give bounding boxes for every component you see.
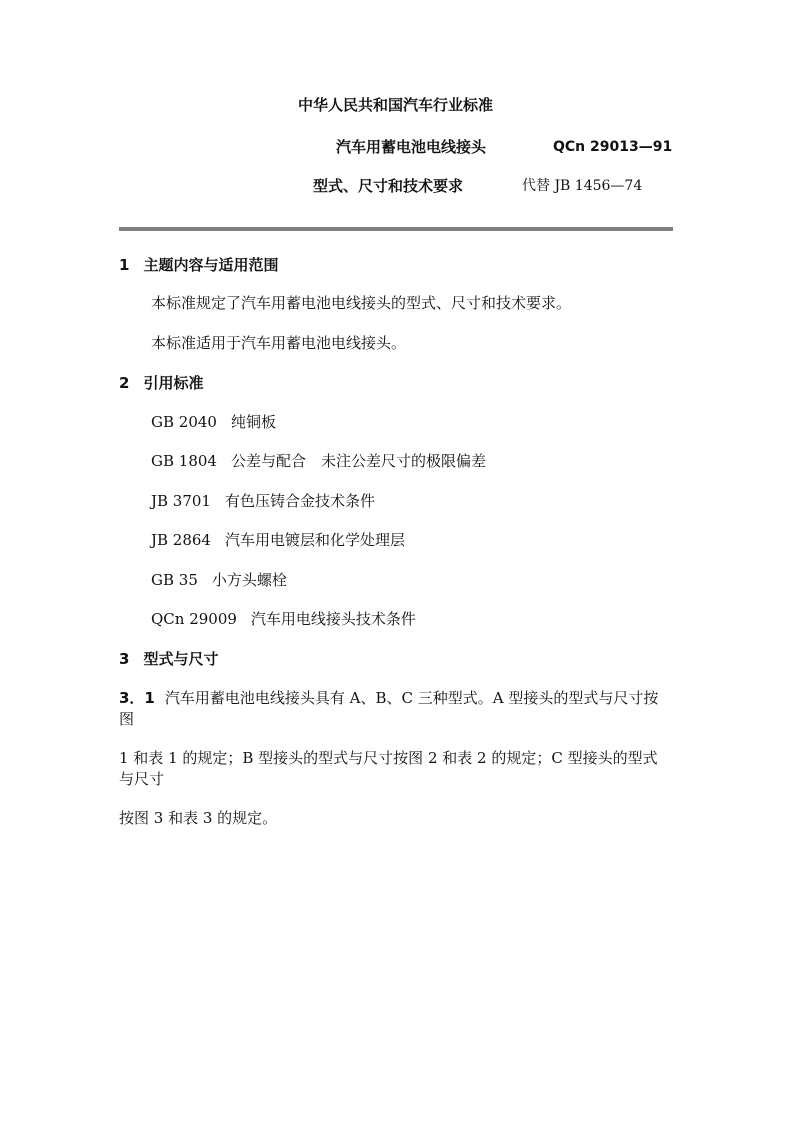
clause-3-1-line: 图: [119, 710, 135, 728]
paragraph: 本标准适用于汽车用蓄电池电线接头。: [151, 334, 407, 352]
reference-code: JB 3701: [151, 492, 211, 510]
section-title: 型式与尺寸: [143, 650, 219, 668]
reference-item: [151, 609, 416, 629]
clause-text: 汽车用蓄电池电线接头具有 A、B、C 三种型式。A 型接头的型式与尺寸按: [164, 689, 659, 707]
clause-number: 3．1: [119, 689, 155, 707]
standard-code: QCn 29013—91: [553, 139, 673, 155]
reference-title: 小方头螺栓: [211, 571, 287, 589]
replaces-note: 代替 JB 1456—74: [522, 178, 643, 194]
standard-category-title: 中华人民共和国汽车行业标准: [298, 96, 494, 114]
reference-code: JB 2864: [151, 531, 211, 549]
reference-title: 汽车用电镀层和化学处理层: [224, 531, 405, 549]
clause-3-1-line: 1 和表 1 的规定；B 型接头的型式与尺寸按图 2 和表 2 的规定；C 型接头的型式: [119, 749, 658, 767]
reference-item: [151, 570, 287, 590]
standard-subtitle: 型式、尺寸和技术要求: [313, 177, 464, 195]
reference-code: GB 1804: [151, 452, 217, 470]
reference-title: 公差与配合 未注公差尺寸的极限偏差: [230, 452, 486, 470]
paragraph: 本标准规定了汽车用蓄电池电线接头的型式、尺寸和技术要求。: [151, 294, 572, 312]
section-number: 3: [119, 650, 130, 668]
clause-3-1-line: 按图 3 和表 3 的规定。: [119, 809, 278, 827]
section-heading-1: [119, 255, 278, 275]
standard-title: 汽车用蓄电池电线接头: [336, 138, 487, 156]
section-heading-2: [119, 373, 203, 393]
reference-item: [151, 491, 375, 511]
clause-3-1-line: [119, 688, 658, 708]
section-number: 2: [119, 374, 130, 392]
reference-title: 汽车用电线接头技术条件: [250, 610, 416, 628]
section-title: 主题内容与适用范围: [143, 256, 279, 274]
section-heading-3: [119, 649, 218, 669]
section-number: 1: [119, 256, 130, 274]
reference-title: 纯铜板: [230, 413, 276, 431]
reference-code: GB 2040: [151, 413, 217, 431]
reference-item: [151, 530, 405, 550]
clause-3-1-line: 与尺寸: [119, 770, 165, 788]
reference-code: QCn 29009: [151, 610, 237, 628]
section-title: 引用标准: [143, 374, 204, 392]
reference-item: [151, 451, 486, 471]
reference-code: GB 35: [151, 571, 198, 589]
reference-item: [151, 412, 276, 432]
header-divider: [119, 227, 673, 231]
reference-title: 有色压铸合金技术条件: [224, 492, 375, 510]
